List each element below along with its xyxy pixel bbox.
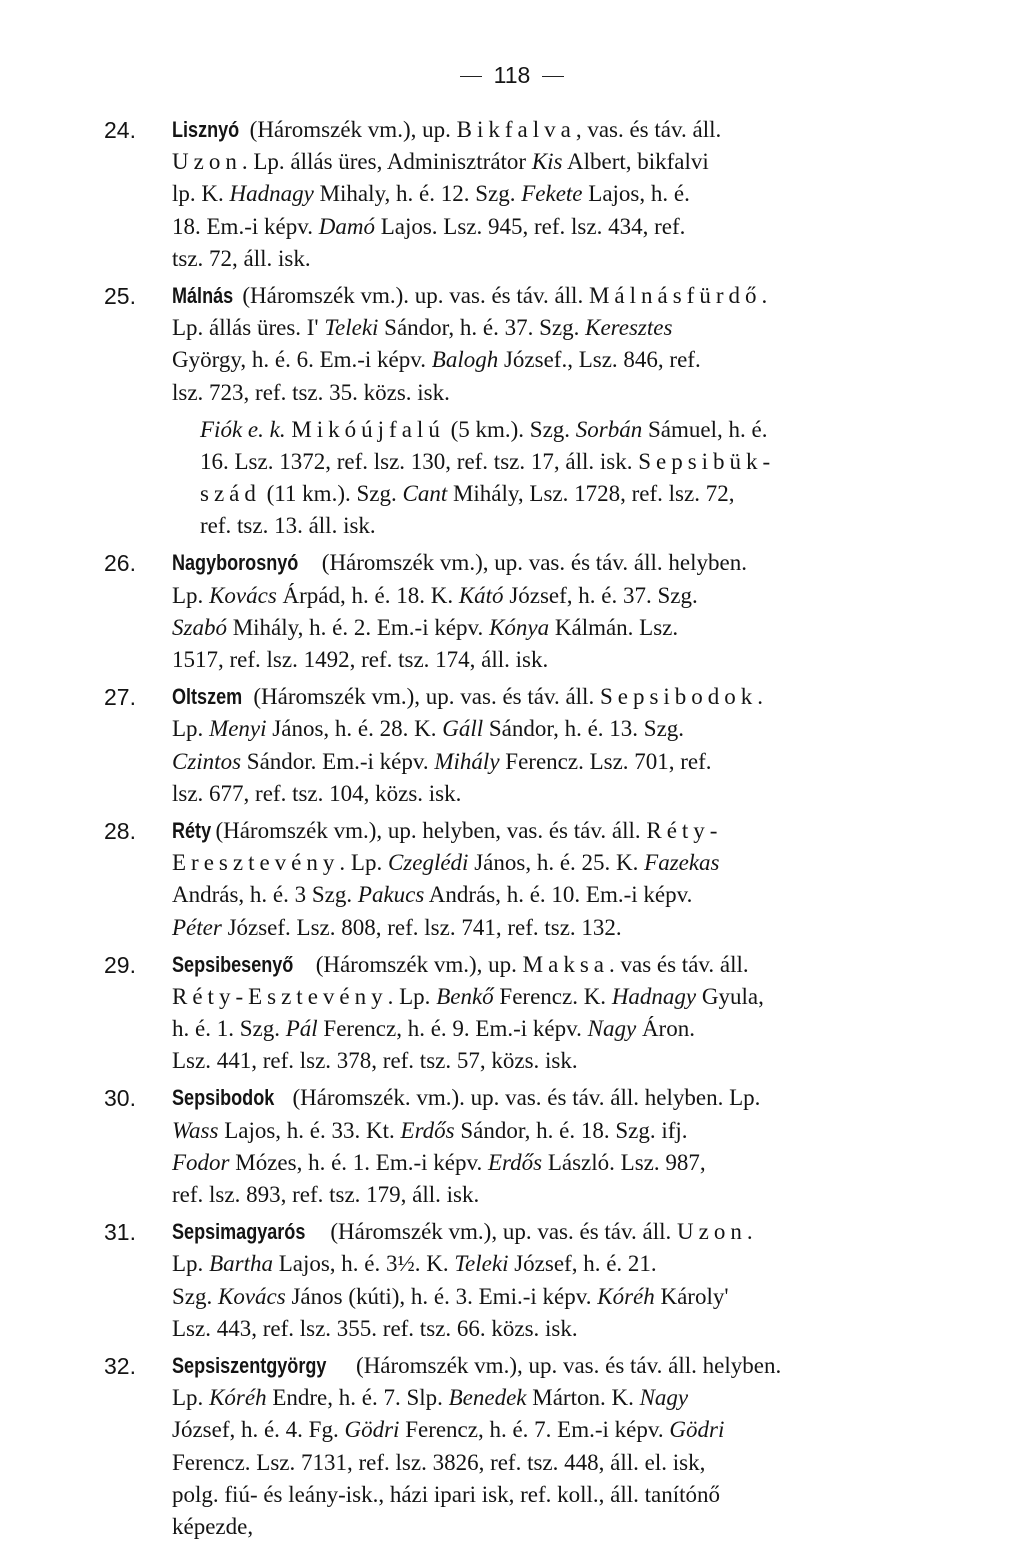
person-surname: Mihály (434, 748, 500, 774)
locality-name: Málnás (172, 282, 234, 308)
entry-line (172, 1281, 930, 1313)
entry-line (172, 1479, 930, 1511)
entry-text: . (761, 282, 768, 308)
entry-text: . Lp. állás üres, Adminisztrátor (241, 149, 532, 175)
locality-entry (0, 949, 930, 1078)
entry-text: tsz. 72, áll. isk. (172, 245, 311, 271)
entry-text: Lp. (172, 1251, 210, 1277)
entry-text: Albert, bikfalvi (562, 149, 709, 175)
locality-entry (0, 815, 930, 944)
locality-name: Sepsimagyarós (172, 1219, 306, 1245)
header-dash-left (460, 76, 482, 77)
locality-name: Lisznyó (172, 117, 240, 142)
entry-text: Kálmán. Lsz. (549, 614, 679, 640)
entry-line (172, 1082, 930, 1114)
person-surname: Kónya (489, 614, 550, 640)
entry-line (172, 644, 930, 676)
entry-text: képezde, (172, 1513, 254, 1539)
entry-text: . Lp. (339, 850, 388, 876)
entry-line (172, 879, 930, 911)
spaced-place-name: Réty-Esztevény (172, 983, 388, 1009)
person-surname: Fodor (172, 1149, 230, 1175)
entry-line (172, 312, 930, 344)
person-surname: Fekete (521, 181, 583, 207)
entry-text: Mihály, h. é. 2. Em.-i képv. (226, 614, 490, 640)
entry-line (172, 1313, 930, 1345)
page-number: 118 (493, 62, 531, 88)
entry-text: . Lp. (387, 983, 437, 1009)
person-surname: Gödri (344, 1417, 400, 1443)
entry-line (172, 912, 930, 944)
entry-text: 16. Lsz. 1372, ref. lsz. 130, ref. tsz. 17, áll. isk. (200, 448, 639, 474)
locality-name: Sepsibodok (172, 1085, 275, 1111)
entry-line (172, 547, 930, 579)
entry-text: polg. fiú- és leány-isk., házi ipari isk, ref. koll., áll. tanítónő (172, 1481, 721, 1507)
entry-text: János, h. é. 28. K. (266, 716, 443, 742)
entry-text: lp. K. (172, 181, 230, 207)
entry-text: József, h. é. 21. (508, 1251, 657, 1277)
person-surname: Czeglédi (387, 850, 469, 876)
gazetteer-entries (0, 114, 1024, 1548)
entry-text: Szg. (172, 1283, 218, 1309)
entry-text: . vas és táv. áll. (608, 951, 749, 977)
entry-line (172, 280, 930, 312)
entry-text: György, h. é. 6. Em.-i képv. (172, 347, 432, 373)
person-surname: Péter (172, 914, 222, 940)
entry-text: Mihaly, h. é. 12. Szg. (313, 181, 522, 207)
entry-text: lsz. 723, ref. tsz. 35. közs. isk. (172, 379, 450, 405)
entry-text: László. Lsz. 987, (542, 1149, 706, 1175)
person-surname: Keresztes (585, 315, 673, 341)
entry-number: 29. (104, 951, 136, 978)
entry-text: Sámuel, h. é. (642, 416, 768, 442)
locality-entry (0, 1082, 930, 1211)
entry-text: Lajos. Lsz. 945, ref. lsz. 434, ref. (374, 213, 686, 239)
locality-entry (0, 280, 930, 409)
locality-name: Sepsibesenyő (172, 951, 294, 977)
person-surname: Fazekas (644, 850, 720, 876)
entry-line (172, 713, 930, 745)
person-surname: Gödri (669, 1417, 725, 1443)
entry-text: (Háromszék vm.), up. vas. és táv. áll. (324, 1219, 677, 1245)
person-surname: Balogh (431, 347, 499, 373)
person-surname: Cant (402, 481, 448, 507)
entry-line (172, 211, 930, 243)
entry-text: (Háromszék vm.), up. vas. és táv. áll. helyben. (316, 550, 747, 576)
person-surname: Damó (318, 213, 375, 239)
entry-text: Mihály, Lsz. 1728, ref. lsz. 72, (447, 481, 735, 507)
spaced-place-name: Réty- (646, 817, 723, 843)
spaced-place-name: Málnásfürdő (588, 282, 762, 308)
spaced-place-name: Mikóújfalú (291, 416, 445, 442)
entry-text: Lsz. 441, ref. lsz. 378, ref. tsz. 57, közs. isk. (172, 1048, 578, 1074)
entry-line (172, 344, 930, 376)
entry-text: József., Lsz. 846, ref. (498, 347, 701, 373)
entry-text: Mózes, h. é. 1. Em.-i képv. (229, 1149, 488, 1175)
entry-text: h. é. 1. Szg. (172, 1016, 286, 1042)
spaced-place-name: Uzon (172, 149, 242, 175)
entry-text: ref. lsz. 893, ref. tsz. 179, áll. isk. (172, 1182, 480, 1207)
entry-text: János (kúti), h. é. 3. Emi.-i képv. (285, 1283, 598, 1309)
entry-line (172, 377, 930, 409)
entry-text: , vas. és táv. áll. (575, 117, 722, 142)
spaced-place-name: Eresztevény (172, 850, 340, 876)
entry-line (172, 949, 930, 981)
locality-entry (0, 681, 930, 810)
entry-line (200, 510, 930, 542)
entry-line (172, 146, 930, 178)
entry-line (172, 114, 930, 146)
entry-text: Lajos, h. é. (582, 181, 690, 207)
entry-line (172, 981, 930, 1013)
locality-name: Oltszem (172, 684, 243, 710)
locality-entry (0, 114, 930, 275)
entry-text: Endre, h. é. 7. Slp. (266, 1385, 449, 1411)
entry-line (172, 1382, 930, 1414)
person-surname: Erdős (487, 1149, 543, 1175)
entry-text: Gyula, (696, 983, 764, 1009)
entry-text: (Háromszék vm.), up. helyben, vas. és táv. áll. (209, 817, 647, 843)
entry-text: Sándor, h. é. 18. Szg. ifj. (454, 1117, 688, 1143)
entry-text: 18. Em.-i képv. (172, 213, 319, 239)
entry-line (172, 1414, 930, 1446)
entry-text: Márton. K. (526, 1385, 640, 1411)
entry-line (172, 746, 930, 778)
entry-line (172, 681, 930, 713)
entry-text: Ferencz, h. é. 7. Em.-i képv. (399, 1417, 670, 1443)
locality-name: Sepsiszentgyörgy (172, 1352, 327, 1378)
page-header (0, 60, 1024, 90)
entry-text: József, h. é. 4. Fg. (172, 1417, 345, 1443)
entry-number: 27. (104, 684, 136, 711)
entry-text: Ferencz. Lsz. 7131, ref. lsz. 3826, ref. tsz. 448, áll. el. isk, (172, 1449, 706, 1475)
entry-line (172, 580, 930, 612)
entry-number: 25. (104, 282, 136, 309)
person-surname: Czintos (172, 748, 242, 774)
entry-text: Áron. (636, 1016, 695, 1042)
entry-text: Lajos, h. é. 33. Kt. (218, 1117, 401, 1143)
entry-text: (11 km.). Szg. (260, 481, 403, 507)
entry-text: Ferencz, h. é. 9. Em.-i képv. (317, 1016, 588, 1042)
entry-text: (Háromszék vm.). up. vas. és táv. áll. (236, 282, 589, 308)
entry-text: 1517, ref. lsz. 1492, ref. tsz. 174, áll. isk. (172, 647, 549, 672)
entry-line (200, 414, 930, 446)
locality-entry (0, 547, 930, 676)
entry-line (172, 1179, 930, 1211)
entry-text: Sándor. Em.-i képv. (241, 748, 435, 774)
person-surname: Benkő (436, 983, 494, 1009)
entry-text: Lp. állás üres. I' (172, 315, 325, 341)
person-surname: Hadnagy (611, 983, 697, 1009)
spaced-place-name: Uzon (677, 1219, 747, 1245)
entry-text: lsz. 677, ref. tsz. 104, közs. isk. (172, 780, 462, 806)
entry-text: Lp. (172, 582, 210, 608)
entry-line (172, 1350, 930, 1382)
person-surname: Hadnagy (229, 181, 314, 207)
entry-line (172, 612, 930, 644)
entry-line (200, 478, 930, 510)
entry-number: 26. (104, 550, 136, 577)
entry-line (172, 243, 930, 275)
entry-line (172, 1045, 930, 1077)
entry-text: Árpád, h. é. 18. K. (276, 582, 459, 608)
header-dash-right (542, 76, 564, 77)
entry-line (172, 1147, 930, 1179)
entry-line (172, 815, 930, 847)
spaced-place-name: szád (200, 481, 261, 507)
person-surname: Kátó (458, 582, 504, 608)
entry-text: . (746, 1219, 753, 1245)
entry-line (172, 847, 930, 879)
person-surname: Kovács (218, 1283, 286, 1309)
entry-text: Ferencz. Lsz. 701, ref. (499, 748, 712, 774)
person-surname: Szabó (172, 614, 227, 640)
locality-entry (0, 1216, 930, 1345)
entry-text: Lsz. 443, ref. lsz. 355. ref. tsz. 66. közs. isk. (172, 1315, 578, 1341)
person-surname: Pakucs (357, 882, 425, 908)
entry-text: . (757, 684, 764, 710)
person-surname: Teleki (324, 315, 379, 341)
locality-name: Nagyborosnyó (172, 550, 299, 576)
person-surname: Kovács (209, 582, 277, 608)
spaced-place-name: Sepsibük- (638, 448, 776, 474)
person-surname: Nagy (639, 1385, 689, 1411)
person-surname: Kis (531, 149, 563, 175)
person-surname: Nagy (587, 1016, 637, 1042)
entry-line (200, 446, 930, 478)
person-surname: Kóréh (597, 1283, 655, 1309)
spaced-place-name: Maksa (522, 951, 609, 977)
person-surname: Menyi (209, 716, 267, 742)
person-surname: Teleki (454, 1251, 509, 1277)
entry-text: Lp. (172, 1385, 210, 1411)
entry-text: Sándor, h. é. 13. Szg. (483, 716, 685, 742)
entry-line (172, 1115, 930, 1147)
entry-text: ref. tsz. 13. áll. isk. (200, 513, 376, 539)
entry-number: 30. (104, 1085, 136, 1112)
entry-text: Sándor, h. é. 37. Szg. (378, 315, 586, 341)
locality-name: Réty (172, 817, 212, 843)
spaced-place-name: Sepsibodok (599, 684, 758, 710)
entry-text: János, h. é. 25. K. (468, 850, 645, 876)
entry-text: József. Lsz. 808, ref. lsz. 741, ref. tsz. 132. (221, 914, 622, 940)
person-surname: Fiók e. k. (200, 416, 286, 442)
entry-number: 32. (104, 1352, 136, 1379)
spaced-place-name: Bikfalva (456, 117, 576, 142)
entry-text: József, h. é. 37. Szg. (503, 582, 698, 608)
entry-text: (Háromszék vm.), up. (243, 117, 457, 142)
entry-text: (Háromszék vm.), up. (309, 951, 523, 977)
entry-text: (Háromszék. vm.). up. vas. és táv. áll. helyben. Lp. (286, 1085, 761, 1111)
entry-text: (5 km.). Szg. (444, 416, 576, 442)
entry-number: 24. (104, 117, 136, 143)
entry-text: (Háromszék vm.), up. vas. és táv. áll. (247, 684, 600, 710)
person-surname: Kóréh (209, 1385, 267, 1411)
person-surname: Wass (172, 1117, 219, 1143)
entry-text: Ferencz. K. (493, 983, 612, 1009)
entry-text: Lp. (172, 716, 210, 742)
person-surname: Benedek (448, 1385, 527, 1411)
locality-entry (0, 1350, 930, 1543)
person-surname: Pál (285, 1016, 318, 1042)
person-surname: Erdős (400, 1117, 455, 1143)
person-surname: Bartha (209, 1251, 273, 1277)
entry-line (172, 1447, 930, 1479)
branch-office-entry (0, 414, 930, 543)
entry-line (172, 1216, 930, 1248)
entry-text: Lajos, h. é. 3½. K. (272, 1251, 455, 1277)
person-surname: Sorbán (575, 416, 643, 442)
entry-line (172, 178, 930, 210)
entry-number: 28. (104, 817, 136, 844)
entry-text: (Háromszék vm.), up. vas. és táv. áll. helyben. (350, 1352, 782, 1378)
entry-number: 31. (104, 1219, 136, 1246)
person-surname: Gáll (442, 716, 484, 742)
entry-line (172, 1013, 930, 1045)
entry-text: András, h. é. 3 Szg. (172, 882, 358, 908)
entry-line (172, 778, 930, 810)
entry-text: András, h. é. 10. Em.-i képv. (424, 882, 693, 908)
entry-line (172, 1248, 930, 1280)
entry-text: Károly' (654, 1283, 729, 1309)
entry-line (172, 1511, 930, 1543)
